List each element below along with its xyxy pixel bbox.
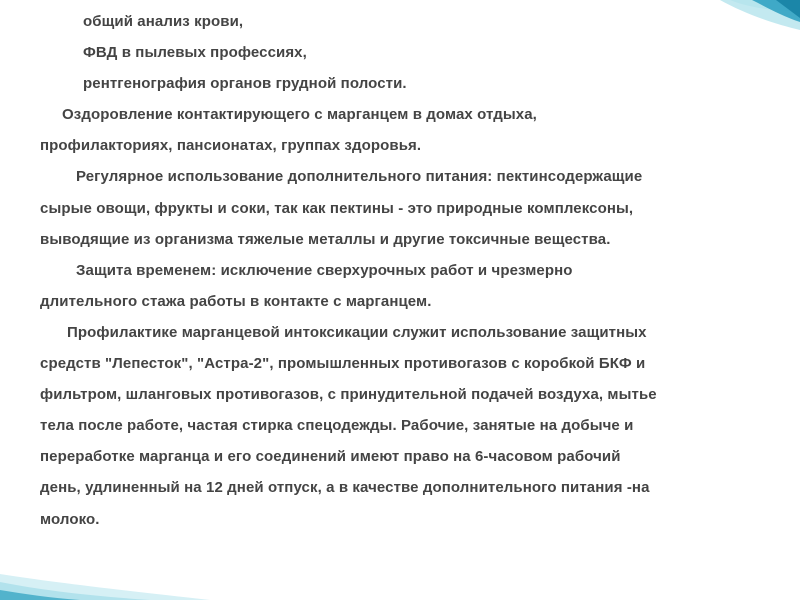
paragraph-line: молоко. xyxy=(40,510,100,528)
paragraph-recovery xyxy=(40,99,780,161)
list-item: ФВД в пылевых профессиях, xyxy=(83,44,307,62)
paragraph-line: сырые овощи, фрукты и соки, так как пектины - это природные комплексоны, xyxy=(40,199,634,217)
paragraph-line: профилакториях, пансионатах, группах здоровья. xyxy=(40,137,422,155)
paragraph-line: Профилактике марганцевой интоксикации служит использование защитных xyxy=(67,323,647,341)
paragraph-line: средств "Лепесток", "Астра-2", промышленных противогазов с коробкой БКФ и xyxy=(40,355,646,373)
list-item: общий анализ крови, xyxy=(83,13,244,30)
corner-wave-decoration-bottom-left xyxy=(0,560,210,600)
paragraph-time-protection xyxy=(40,255,780,317)
slide-body-text xyxy=(40,6,780,535)
paragraph-line: выводящие из организма тяжелые металлы и другие токсичные вещества. xyxy=(40,230,611,248)
paragraph-line: фильтром, шланговых противогазов, с принудительной подачей воздуха, мытье xyxy=(40,386,657,404)
paragraph-line: день, удлиненный на 12 дней отпуск, а в качестве дополнительного питания -на xyxy=(40,479,650,497)
paragraph-line: Оздоровление контактирующего с марганцем в домах отдыха, xyxy=(62,106,537,124)
paragraph-line: тела после работе, частая стирка спецодежды. Рабочие, занятые на добыче и xyxy=(40,417,634,435)
paragraph-line: переработке марганца и его соединений имеют право на 6-часовом рабочий xyxy=(40,448,621,466)
paragraph-line: Защита временем: исключение сверхурочных работ и чрезмерно xyxy=(76,261,573,279)
list-item: рентгенография органов грудной полости. xyxy=(83,75,407,93)
paragraph-prevention xyxy=(40,317,780,535)
paragraph-line: длительного стажа работы в контакте с марганцем. xyxy=(40,292,432,310)
paragraph-nutrition xyxy=(40,161,780,254)
paragraph-line: Регулярное использование дополнительного питания: пектинсодержащие xyxy=(76,168,643,186)
